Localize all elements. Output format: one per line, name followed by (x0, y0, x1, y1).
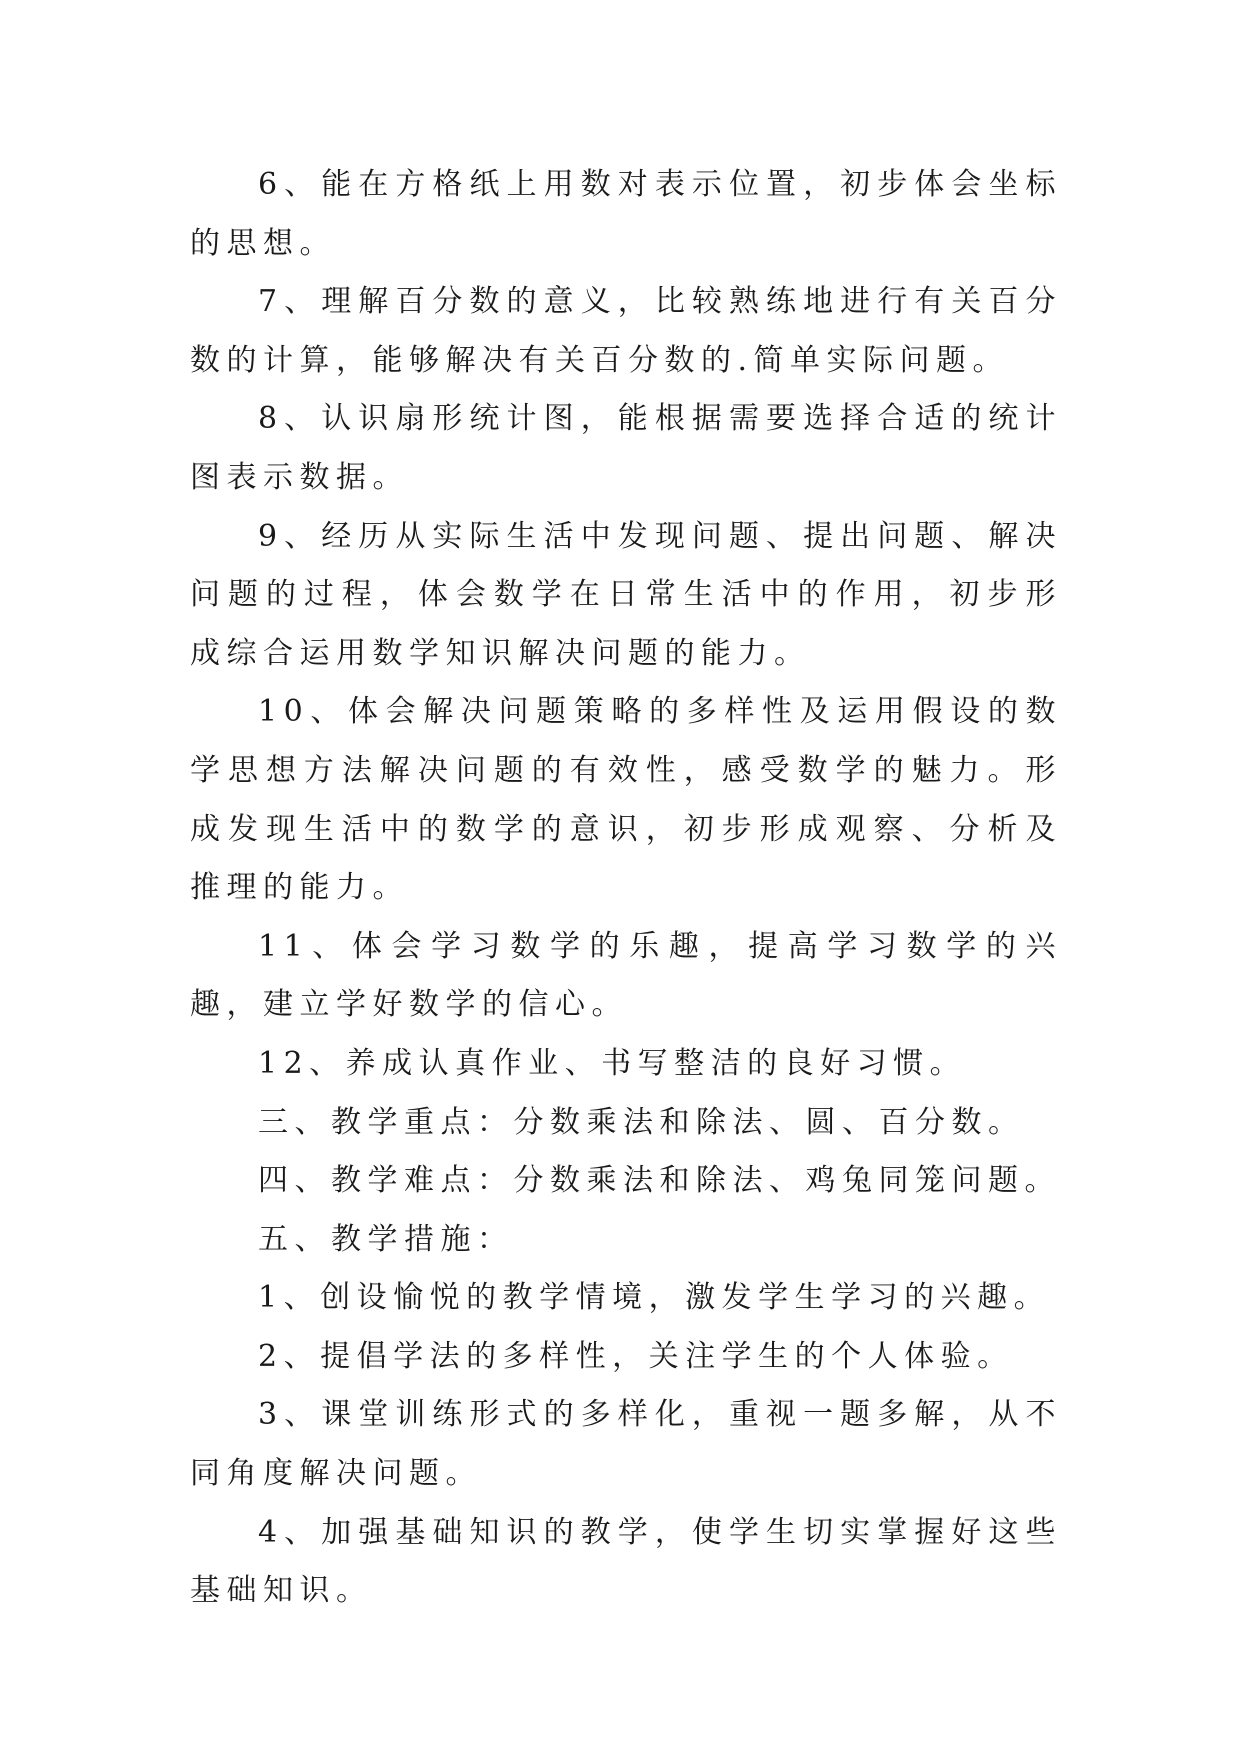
measure-item-3: 3、课堂训练形式的多样化，重视一题多解，从不同角度解决问题。 (190, 1397, 1062, 1492)
measure-item-1: 1、创设愉悦的教学情境，激发学生学习的兴趣。 (258, 1280, 1051, 1316)
paragraph-objective-8: 8、认识扇形统计图，能根据需要选择合适的统计图表示数据。 (190, 401, 1062, 495)
measure-item-4: 4、加强基础知识的教学，使学生切实掌握好这些基础知识。 (190, 1514, 1062, 1609)
paragraph-objective-12: 12、养成认真作业、书写整洁的良好习惯。 (258, 1045, 967, 1081)
paragraph-objective-11: 11、体会学习数学的乐趣，提高学习数学的兴趣，建立学好数学的信心。 (190, 928, 1062, 1023)
section-difficulties: 四、教学难点：分数乘法和除法、鸡兔同笼问题。 (258, 1163, 1061, 1199)
paragraph-objective-7: 7、理解百分数的意义，比较熟练地进行有关百分数的计算，能够解决有关百分数的.简单实际问题。 (190, 284, 1062, 378)
paragraph-objective-10: 10、体会解决问题策略的多样性及运用假设的数学思想方法解决问题的有效性，感受数学的魅力。形成发现生活中的数学的意识，初步形成观察、分析及推理的能力。 (190, 694, 1062, 906)
section-measures-heading: 五、教学措施： (258, 1221, 514, 1257)
paragraph-objective-9: 9、经历从实际生活中发现问题、提出问题、解决问题的过程，体会数学在日常生活中的作用，初步形成综合运用数学知识解决问题的能力。 (190, 518, 1062, 671)
section-key-points: 三、教学重点：分数乘法和除法、圆、百分数。 (258, 1104, 1025, 1140)
document-page (190, 156, 1062, 1621)
measure-item-2: 2、提倡学法的多样性，关注学生的个人体验。 (258, 1338, 1014, 1374)
paragraph-objective-6: 6、能在方格纸上用数对表示位置，初步体会坐标的思想。 (190, 167, 1062, 261)
